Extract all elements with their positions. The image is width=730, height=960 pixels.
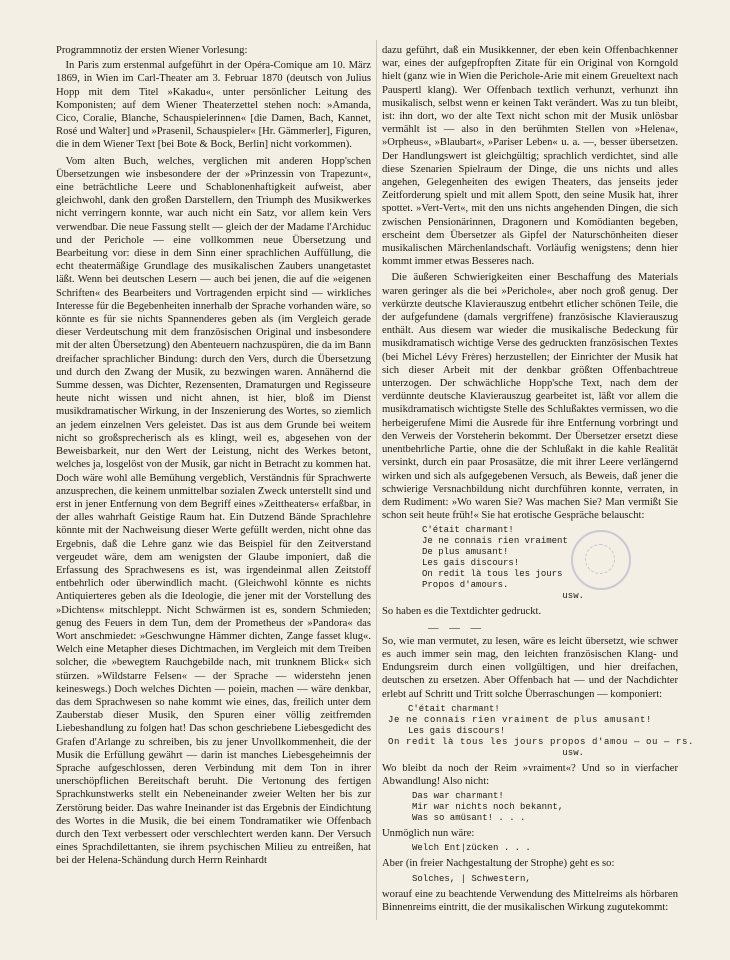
paragraph: So haben es die Textdichter gedruckt. (382, 606, 542, 618)
program-note-heading: Programmnotiz der ersten Wiener Vorlesung: (56, 45, 248, 56)
usw-note: usw. (562, 591, 584, 602)
verse-line: C'était charmant! (408, 703, 500, 714)
german-verse-rejected (382, 791, 678, 824)
verse-line: On redit là tous les jours propos d'amou — ou — rs. (388, 736, 695, 747)
paragraph: dazu geführt, daß ein Musikkenner, der eben kein Offenbachkenner war, eines der aufgepfropften Zitate für ein Original von Korngold hielt (ganz wie in Wien die Perichole-Arie mit einem Greueltext nach Pauspertl klang). Wer Offenbach textlich verhunzt, verhunzt ihn musikalisch, selbst wenn er keinen Takt verändert. Was zu tun bleibt, ist: ihn dort, wo der alte Text nicht schon mit der Musik unlösbar vermählt ist — also in den berühmten Stellen von »Helena«, »Orpheus«, »Blaubart«, »Pariser Leben« u. a. —, besser übersetzen. Der Handlungswert ist gleichgültig; sprachlich verdichtet, sind alle diese Szenarien Spielraum der Dinge, die uns nichts und alles angehen, Gelegenheiten des ewigen Theaters, das jenseits jeder Zeitforderung spielt und mit allem Spott, den seine Musik hat, ihrer spottet. »Vert-Vert«, mit den uns nichts angehenden Dingen, die sich zwischen Pensionärinnen, Dragonern und Komödianten begeben, erscheint dem Übersetzer als Gipfel der Naturschönheiten dieser musikalischen Märchenlandschaft. Vorläufig wenigstens; denn hier kommt immer etwas Besseres nach. (382, 45, 678, 268)
verse-line: C'était charmant! (422, 525, 514, 536)
verse-line: Welch Ent|zücken . . . (412, 843, 531, 854)
french-verse-original (382, 525, 678, 602)
verse-line: De plus amusant! (422, 547, 509, 558)
verse-line: Was so amüsant! . . . (412, 813, 526, 824)
german-verse-adopted (382, 874, 678, 885)
verse-line: Das war charmant! (412, 791, 504, 802)
verse-line: On redit là tous les jours (422, 569, 563, 580)
paragraph: In Paris zum erstenmal aufgeführt in der Opéra-Comique am 10. März 1869, in Wien im Carl-Theater am 3. Februar 1870 (deutsch von Julius Hopp mit dem Titel »Kakadu«, unter persönlicher Leitung des Komponisten; auf dem Wiener Theaterzettel stehen noch: »Amanda, Cico, Coralie, Blanche, Schauspielerinnen« [die Damen, Bach, Kannet, Rosé und Walter] und »Prasenil, Schauspieler« [Hr. Gämmerler], Figuren, die in dem Wiener Text [bei Bote & Bock, Berlin] nicht vorkommen). (56, 60, 371, 151)
verse-line: Solches, | Schwestern, (412, 873, 531, 884)
paragraph: Wo bleibt da noch der Reim »vraiment«? Und so in vierfacher Abwandlung! Also nicht: (382, 762, 678, 787)
right-column (382, 44, 695, 917)
verse-line: Je ne connais rien vraiment de plus amusant! (388, 714, 653, 725)
paragraph: So, wie man vermutet, zu lesen, wäre es leicht übersetzt, wie schwer es auch immer sein mag, den leichten französischen Klang- und Endungsreim durch einen vollgültigen, und hier dreifachen, deutschen zu ersetzen. Aber Offenbach hat — und der Nachdichter erlebt auf Schritt und Tritt solche Überraschungen — komponiert: (382, 635, 678, 700)
paragraph: Vom alten Buch, welches, verglichen mit anderen Hopp'schen Übersetzungen wie insbesondere der der »Prinzessin von Trapezunt«, eine beträchtliche Leere und Schablonenhaftigkeit aufweist, aber gleichwohl, dank den großen Darstellern, den Triumph des Musikwerkes nicht verringern konnte, war auch nicht ein Satz, vor allem kein Vers verwendbar. Die neue Fassung stellt — gleich der der Madame l'Archiduc und der Perichole — eine vollkommen neue Übersetzung und Bearbeitung vor: diese in dem Sinn einer sprachlichen Auffüllung, die echt theatermäßige Grundlage des musikalischen Zaubers unangetastet läßt. Wenn bei deutschen Lesern — auch bei jenen, die auf die »eigenen Schriften« des Bearbeiters und Vortragenden erpicht sind — wirkliches Interesse für die Begebenheiten innerhalb der Sprache vorhanden wäre, so könnte es für sie nichts Spannenderes geben als (im Vergleich gerade dieser Verdeutschung mit dem französischen Original und insbesondere mit der alten Übersetzung) den Abenteuern nachzuspüren, die da im Bann dreifacher sprachlicher Bindung: durch den Vers, durch die Übersetzung und durch den Zwang der Musik, zu bezwingen waren. Annähernd die Summe dessen, was Dichter, Rezensenten, Dramaturgen und Regisseure heute nicht wissen und nicht ahnen, ist hier, bloß im Dienst musikdramatischer Wirkung, in der Inszenierung des Wortes, so ziemlich an jedem einzelnen Vers geleistet. Das ist aus dem Grunde bei weitem nicht so großsprecherisch als es klingt, weil es, abgesehen von der Beweisbarkeit, nur den Wert der Leistung, nicht des Werkes betont, welches ja, losgelöst von der Musik, gar nicht in Betracht zu kommen hat. Doch wäre wohl alle Bemühung vergeblich, Verständnis für Sprachwerte anzusprechen, die keinem unmittelbar sozialen Zweck unterstellt sind und erst in jener Entfernung von dem Begriff eines »Zeittheaters« erfaßbar, in der alles wahrhaft Geistige Raum hat. Ein Dutzend Bände Sprachlehre könnte mit der Nachweisung dieser Werte gefüllt werden, nicht ohne das Ergebnis, daß die Lehre ganz wie das Beispiel für den Zeitverstand vergeudet wäre, dem am wenigsten der Glaube imponiert, daß die Erfassung des Sprachwesens es ist, was irgendeinmal allen Zeitstoff entbehrlich oder überwindlich macht. (Gleichwohl könnte es nichts Antiquierteres geben als die Ideologie, die jener mit der Vorstellung des »Dichtens« mitschleppt. Nicht Schwärmen ist es, sondern Schmieden; genug des Feuers in dem Tun, dem der Prometheus der »Pandora« das Wort anschmiedet: »Geschwungne Hämmer dichten, Zange fasset klug«. Welch eine Metapher dieses Dichtmachen, im Vergleich mit dem Treiben solcher, die »bewegtem Rauchgebilde nach, mit trunknem Blick« sich stürzen. »Wildstarre Felsen« — der Sprache — widerstehn jenen keineswegs.) Doch welches Dichten — poiein, machen — wäre denkbar, das dem Sprachwesen so nahe kommt wie eines, das, freilich unter dem Zauberstab dieser Musik, den Spuren einer völlig zeitfremden Liebeshandlung zu folgen hat! Das schon geschriebene Liebesgedicht des Grafen d'Arlange zu schreiben, bis zu jener Unvollkommenheit, die der Musik die Erfüllung gewährt — darin ist manches Liebesgeheimnis der Sprache aufgeschlossen, deren Verbindung mit dem Ton in ihrer unerschöpflichen Bereitschaft beruht. Die Vertonung des fertigen Sprachkunstwerks stellt ein Nebeneinander zweier Welten her bis zur Zerstörung beider. Das wahre Ineinander ist das Ergebnis der Eindichtung des Wortes in die Musik, die bei einem Tondramatiker wie Offenbach durch den Text verbessert oder verschlechtert werden kann. Der Versuch eines Sprachdilettanten, sie ihrem psychischen Milieu zu entreißen, hat bei der Helena-Schändung durch Herrn Reinhardt (56, 155, 371, 867)
paragraph: Die äußeren Schwierigkeiten einer Beschaffung des Materials waren geringer als die bei »Perichole«, aber noch groß genug. Der verkürzte deutsche Klavierauszug entbehrt etlicher schönen Teile, die der aufgefundene (damals vergriffene) französische Klavierauszug enthält. Aus diesem war wieder die musikalische Bedeckung für musikdramatisch wichtige Verse des gedruckten französischen Textes (bei Michel Lévy Frères) herzustellen; der Einrichter der Musik hat sich dieser Arbeit mit der denkbar größten Offenbachtreue unterzogen. Der schwächliche Hopp'sche Text, nach dem der verdünnte deutsche Klavierauszug gearbeitet ist, läßt vor allem die musikdramatisch wichtigste Stelle des Schlußaktes vermissen, wo die herbeigerufene Mimi die Ausrede für ihre Entfernung vorbringt und den Verweis der Vorsteherin bekommt. Der Übersetzer ersetzt diese unentbehrliche Partie, ohne die der Schlußakt in die kahle Realität versinkt, durch ein paar Prosasätze, die mit ihrer Leere verlängernd wirken und sich als aufgegebenen Versuch, als Beweis, daß jener die schwierige Versnachbildung nicht durchführen konnte, verraten, in dem Rudiment: »Wo waren Sie? Was machen Sie? Man vermißt Sie schon seit heute früh!« Sie hat erotische Gespräche belauscht: (382, 272, 678, 522)
verse-line: Propos d'amours. (422, 580, 509, 591)
verse-line: Mir war nichts noch bekannt, (412, 802, 564, 813)
german-verse-impossible (382, 843, 678, 854)
paragraph: worauf eine zu beachtende Verwendung des Mittelreims als hörbaren Binnenreims eintritt, die der musikalischen Wirkung zugutekommt: (382, 888, 678, 913)
usw-note: usw. (562, 747, 584, 758)
paragraph: Unmöglich nun wäre: (382, 828, 475, 840)
verse-line: Je ne connais rien vraiment (422, 536, 568, 547)
left-column (56, 44, 371, 871)
section-dashes: — — — (428, 622, 486, 634)
verse-line: Les gais discours! (422, 558, 520, 569)
library-stamp (571, 530, 631, 590)
french-verse-composed (382, 703, 695, 759)
verse-line: Les gais discours! (408, 725, 506, 736)
column-divider (376, 40, 377, 920)
paragraph: Aber (in freier Nachgestaltung der Strophe) geht es so: (382, 858, 615, 870)
